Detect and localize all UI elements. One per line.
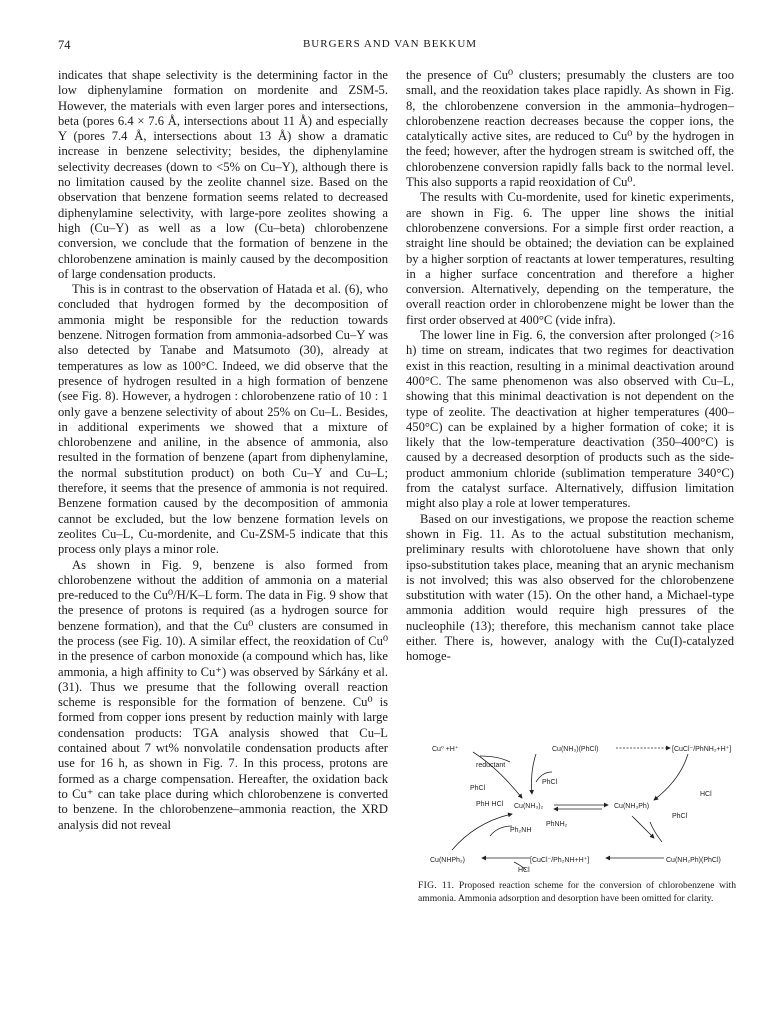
- paragraph: Based on our investigations, we propose the reaction scheme shown in Fig. 11. As to the actual substitution mechanism, preliminary results with chlorotoluene have shown that only ipso-substitution takes place, meaning that an arynic mechanism is not involved; this was also observed for the chlorobenzene substitution with water (15). On the other hand, a Michael-type ammonia addition would require high pressures of the nucleophile (13); therefore, this mechanism cannot take place either. There is, however, analogy with the Cu(I)-catalyzed homoge-: [406, 511, 734, 664]
- reaction-scheme-diagram: [418, 742, 736, 874]
- label-hcl: HCl: [518, 867, 530, 874]
- label-cu-nhph2: Cu(NHPh₂): [430, 857, 465, 864]
- scheme-arrow: [532, 754, 537, 794]
- scheme-arrow: [650, 822, 662, 842]
- left-column: [58, 68, 388, 833]
- paragraph: The lower line in Fig. 6, the conversion after prolonged (>16 h) time on stream, indicates that two regimes for deactivation exist in this reaction, resulting in a minimal deactivation around 400°C. The same phenomenon was also observed with Cu–L, showing that this minimal deactivation is not dependent on the type of zeolite. The deactivation at higher temperatures (400–450°C) can be explained by a higher formation of coke; it is likely that the low-temperature deactivation (350–400°C) is caused by a decreased desorption of products such as the side-product ammonium chloride (sublimation temperature 340°C) from the catalyst surface. Alternatively, diffusion limitation might also play a role at lower temperatures.: [406, 328, 734, 511]
- scheme-arrow: [654, 754, 688, 800]
- caption-text: Proposed reaction scheme for the conversion of chlorobenzene with ammonia. Ammonia adsorption and desorption have been omitted for clarity.: [418, 880, 736, 904]
- page-number: 74: [58, 38, 71, 52]
- reaction-scheme-figure: [418, 742, 736, 874]
- label-cu-nh3ph: Cu(NH₃Ph): [614, 803, 650, 810]
- label-cu-nh3-phcl: Cu(NH₃)(PhCl): [552, 746, 599, 753]
- label-reductant: reductant: [476, 762, 506, 769]
- scheme-arrow: [632, 816, 654, 838]
- scheme-arrow: [452, 814, 512, 850]
- figure-caption: [418, 880, 736, 905]
- paragraph: The results with Cu-mordenite, used for kinetic experiments, are shown in Fig. 6. The upper line shows the initial chlorobenzene conversions. For a simple first order reaction, a straight line should be obtained; the deviation can be explained by a higher sorption of reactants at lower temperatures, resulting in a higher surface concentration and therefore a higher conversion. Alternatively, depending on the temperature, the overall reaction order in chlorobenzene might be lower than the first order observed at 400°C (vide infra).: [406, 190, 734, 327]
- label-cucl-ph2nh: [CuCl⁻/Ph₂NH+H⁺]: [530, 857, 590, 864]
- label-phnh2: PhNH₂: [546, 821, 568, 828]
- label-phcl: PhCl: [672, 813, 688, 820]
- running-head: BURGERS AND VAN BEKKUM: [302, 38, 478, 50]
- label-phcl: PhCl: [542, 779, 558, 786]
- label-phh-hcl: PhH HCl: [476, 801, 504, 808]
- paragraph: the presence of Cu⁰ clusters; presumably the clusters are too small, and the reoxidation takes place rapidly. As shown in Fig. 8, the chlorobenzene conversion in the ammonia–hydrogen–chlorobenzene reaction decreases because the copper ions, the catalytically active sites, are reduced to Cu⁰ by the hydrogen in the feed; however, after the hydrogen stream is switched off, the chlorobenzene conversion rapidly falls back to the normal level. This also supports a rapid reoxidation of Cu⁰.: [406, 68, 734, 190]
- label-ph2nh: Ph₂NH: [510, 827, 532, 834]
- right-column: [406, 68, 734, 665]
- label-hcl: HCl: [700, 791, 712, 798]
- label-cu-nh3-2: Cu(NH₃)₂: [514, 803, 544, 810]
- label-cu0-h: Cu⁰ +H⁺: [432, 746, 459, 753]
- label-phcl: PhCl: [470, 785, 486, 792]
- label-cu-nh2ph-phcl: Cu(NH₂Ph)(PhCl): [666, 857, 721, 864]
- paragraph: This is in contrast to the observation of Hatada et al. (6), who concluded that hydrogen formed by the decomposition of ammonia might be responsible for the reduction towards benzene. Nitrogen formation from ammonia-adsorbed Cu–Y was also detected by Tanabe and Matsumoto (30), already at temperatures as low as 100°C. Indeed, we did observe that the presence of hydrogen resulted in a high formation of benzene (see Fig. 8). However, a hydrogen : chlorobenzene ratio of 10 : 1 only gave a benzene selectivity of about 25% on Cu–L. Besides, in additional experiments we showed that a mixture of chlorobenzene and aniline, in the absence of ammonia, also resulted in the formation of benzene (apart from diphenylamine, the normal substitution product) on both Cu–Y and Cu–L; therefore, it seems that the presence of ammonia is not required. Benzene formation caused by the decomposition of ammonia cannot be excluded, but the low benzene formation levels on zeolites Cu–L, Cu-mordenite, and Cu-ZSM-5 indicate that this process only plays a minor role.: [58, 282, 388, 557]
- paragraph: indicates that shape selectivity is the determining factor in the low diphenylamine formation on mordenite and ZSM-5. However, the materials with even larger pores and intersections, beta (pores 6.4 × 7.6 Å, intersections about 11 Å) and especially Y (pores 7.4 Å, intersections about 13 Å) show a dramatic increase in benzene selectivity; besides, the diphenylamine selectivity decreases (down to <5% on Cu–Y), although there is no limitation caused by the zeolite channel size. Based on the observation that benzene formation seems related to decreased diphenylamine selectivity, with large-pore zeolites showing a high (Cu–Y) as well as a low (Cu–beta) chlorobenzene conversion, we conclude that the formation of benzene in the chlorobenzene amination is mainly caused by the decomposition of large condensation products.: [58, 68, 388, 281]
- caption-label: FIG. 11.: [418, 880, 455, 891]
- label-cucl-phnh: [CuCl⁻/PhNH₂+H⁺]: [672, 746, 732, 753]
- paragraph: As shown in Fig. 9, benzene is also formed from chlorobenzene without the addition of ammonia on a material pre-reduced to the Cu⁰/H/K–L form. The data in Fig. 9 show that the presence of protons is required (as a hydrogen source for benzene formation), and that the Cu⁰ clusters are consumed in the process (see Fig. 10). A similar effect, the reoxidation of Cu⁰ in the presence of carbon monoxide (a compound which has, like ammonia, a high affinity to Cu⁺) was observed by Sárkány et al. (31). Thus we presume that the following overall reaction scheme is responsible for the formation of benzene. Cu⁰ is formed from copper ions present by reduction mainly with large condensation products: TGA analysis showed that Cu–L contained about 7 wt% nonvolatile condensation products after use for 16 h, as shown in Fig. 7. In this process, protons are formed as a charge compensation. Hereafter, the oxidation back to Cu⁺ can take place during which chlorobenzene is converted to benzene. In the chlorobenzene–ammonia reaction, the XRD analysis did not reveal: [58, 557, 388, 832]
- scheme-arrow: [490, 826, 512, 836]
- page-header: [0, 38, 780, 54]
